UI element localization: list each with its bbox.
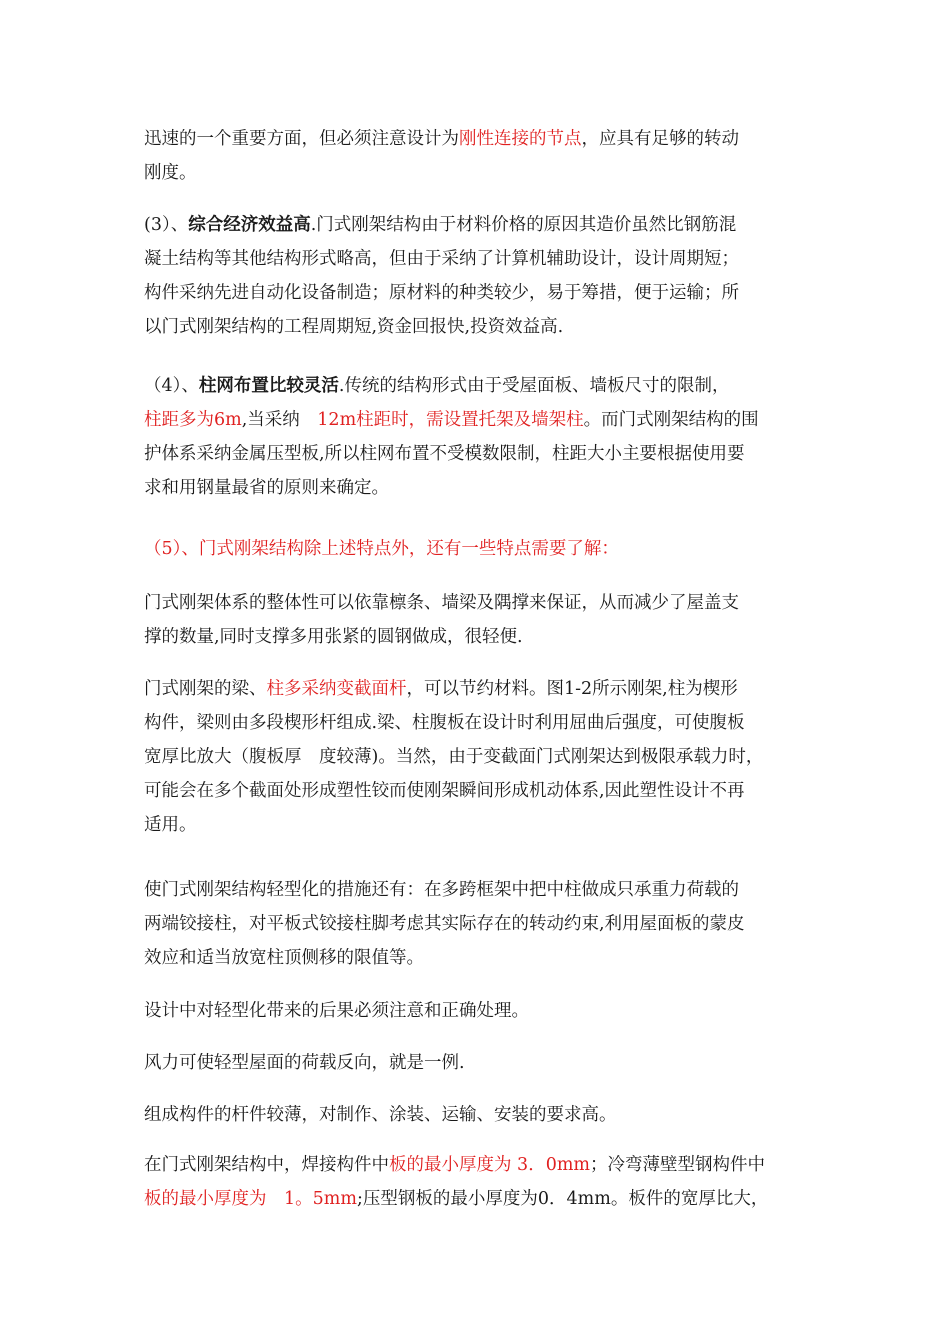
highlighted-text: 板的最小厚度为 3．0mm	[389, 1155, 591, 1175]
text-run: 效应和适当放宽柱顶侧移的限值等。	[144, 948, 424, 968]
text-line	[144, 276, 814, 310]
highlighted-text: 板的最小厚度为 1。5mm	[144, 1189, 357, 1209]
text-line	[144, 1182, 814, 1216]
paragraph-3	[144, 369, 814, 505]
text-run: 组成构件的杆件较薄，对制作、涂装、运输、安装的要求高。	[144, 1105, 617, 1125]
text-run: ；冷弯薄壁型钢构件中	[590, 1155, 766, 1175]
text-run: 适用。	[144, 815, 197, 835]
text-run: 凝土结构等其他结构形式略高，但由于采纳了计算机辅助设计，设计周期短；	[144, 249, 739, 269]
bold-heading-text: 柱网布置比较灵活	[198, 376, 339, 396]
text-line	[144, 242, 814, 276]
text-run: 在门式刚架结构中，焊接构件中	[144, 1155, 389, 1175]
text-run: (3）、	[144, 215, 189, 235]
paragraph-2	[144, 208, 814, 344]
text-run: 。而门式刚架结构的围	[583, 410, 759, 430]
paragraph-1	[144, 122, 814, 190]
bold-heading-text: 综合经济效益高	[188, 215, 311, 235]
paragraph-8	[144, 994, 814, 1028]
text-run: （4）、	[144, 376, 199, 396]
text-run: .门式刚架结构由于材料价格的原因其造价虽然比钢筋混	[310, 215, 737, 235]
text-line	[144, 994, 814, 1028]
text-line	[144, 532, 814, 566]
text-run: 求和用钢量最省的原则来确定。	[144, 478, 389, 498]
paragraph-7	[144, 873, 814, 975]
text-line	[144, 706, 814, 740]
text-run: 构件采纳先进自动化设备制造；原材料的种类较少，易于筹措，便于运输；所	[144, 283, 739, 303]
text-run: 两端铰接柱，对平板式铰接柱脚考虑其实际存在的转动约束,利用屋面板的蒙皮	[144, 914, 745, 934]
text-line	[144, 437, 814, 471]
text-run: ，可以节约材料。图1-2所示刚架,柱为楔形	[406, 679, 738, 699]
text-line	[144, 156, 814, 190]
text-line	[144, 471, 814, 505]
text-run: 可能会在多个截面处形成塑性铰而使刚架瞬间形成机动体系,因此塑性设计不再	[144, 781, 745, 801]
highlighted-text: 刚性连接的节点	[459, 129, 582, 149]
text-run: 风力可使轻型屋面的荷载反向，就是一例.	[144, 1053, 465, 1073]
paragraph-11	[144, 1148, 814, 1216]
paragraph-5	[144, 586, 814, 654]
highlighted-text: （5）、门式刚架结构除上述特点外，还有一些特点需要了解：	[144, 539, 619, 559]
text-line	[144, 740, 814, 774]
text-line	[144, 941, 814, 975]
text-line	[144, 122, 814, 156]
text-run: ，应具有足够的转动	[581, 129, 739, 149]
paragraph-6	[144, 672, 814, 842]
text-run: 门式刚架体系的整体性可以依靠檩条、墙梁及隅撑来保证，从而减少了屋盖支	[144, 593, 739, 613]
text-run: 使门式刚架结构轻型化的措施还有：在多跨框架中把中柱做成只承重力荷载的	[144, 880, 739, 900]
text-line	[144, 369, 814, 403]
text-run: 以门式刚架结构的工程周期短,资金回报快,投资效益高.	[144, 317, 564, 337]
text-line	[144, 672, 814, 706]
highlighted-text: 柱距多为6m	[144, 410, 242, 430]
text-run: 宽厚比放大（腹板厚 度较薄)。当然，由于变截面门式刚架达到极限承载力时，	[144, 747, 764, 767]
text-line	[144, 208, 814, 242]
text-line	[144, 774, 814, 808]
text-line	[144, 1098, 814, 1132]
text-line	[144, 1148, 814, 1182]
text-run: 迅速的一个重要方面，但必须注意设计为	[144, 129, 459, 149]
text-run: 刚度。	[144, 163, 197, 183]
paragraph-10	[144, 1098, 814, 1132]
text-line	[144, 873, 814, 907]
text-line	[144, 907, 814, 941]
highlighted-text: 12m柱距时，需设置托架及墙架柱	[317, 410, 584, 430]
text-run: 护体系采纳金属压型板,所以柱网布置不受模数限制，柱距大小主要根据使用要	[144, 444, 745, 464]
text-line	[144, 620, 814, 654]
text-line	[144, 808, 814, 842]
text-run: 撑的数量,同时支撑多用张紧的圆钢做成，很轻便.	[144, 627, 523, 647]
text-run: 门式刚架的梁、	[144, 679, 267, 699]
text-line	[144, 310, 814, 344]
text-run: 构件，梁则由多段楔形杆组成.梁、柱腹板在设计时利用屈曲后强度，可使腹板	[144, 713, 745, 733]
paragraph-4	[144, 532, 814, 566]
text-line	[144, 586, 814, 620]
text-run: ,当采纳	[241, 410, 318, 430]
text-run: .传统的结构形式由于受屋面板、墙板尺寸的限制，	[338, 376, 730, 396]
text-run: 设计中对轻型化带来的后果必须注意和正确处理。	[144, 1001, 529, 1021]
text-run: ;压型钢板的最小厚度为0．4mm。板件的宽厚比大，	[356, 1189, 769, 1209]
highlighted-text: 柱多采纳变截面杆	[266, 679, 407, 699]
paragraph-9	[144, 1046, 814, 1080]
text-line	[144, 1046, 814, 1080]
text-line	[144, 403, 814, 437]
